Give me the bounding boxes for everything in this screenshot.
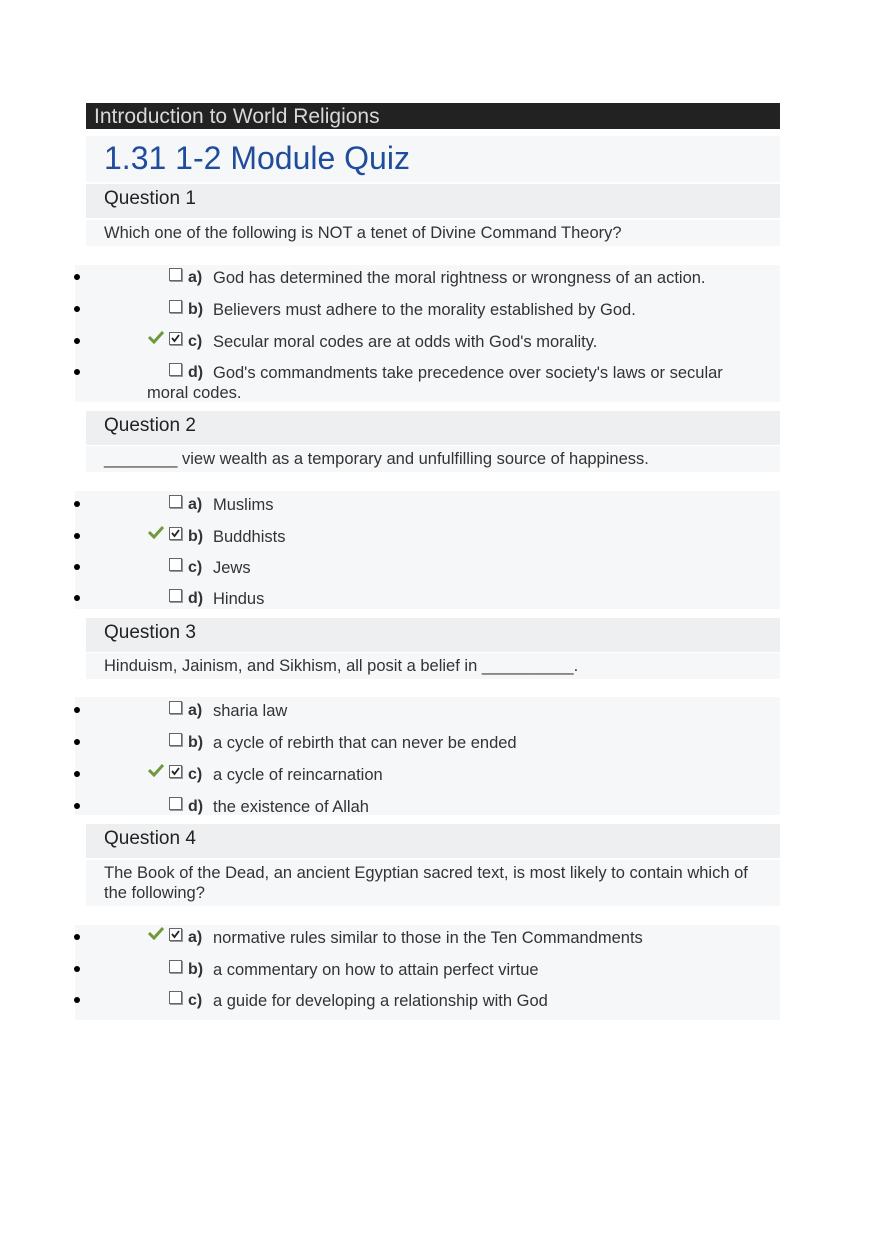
option-1d[interactable]: d) God's commandments take precedence over society's laws or secular moral codes. <box>75 362 780 402</box>
option-text: sharia law <box>213 702 288 720</box>
option-text: Hindus <box>213 590 265 608</box>
bullet <box>74 306 80 312</box>
question-heading-4: Question 4 <box>86 824 780 858</box>
checkbox-unchecked[interactable] <box>169 589 182 602</box>
bullet <box>74 966 80 972</box>
question-options-4 <box>75 925 780 1020</box>
bullet <box>74 934 80 940</box>
bullet <box>74 369 80 375</box>
option-text: God's commandments take precedence over society's laws or secular moral codes. <box>147 364 723 402</box>
checkbox-unchecked[interactable] <box>169 733 182 746</box>
checkbox-unchecked[interactable] <box>169 558 182 571</box>
quiz-title: 1.31 1-2 Module Quiz <box>104 140 410 176</box>
correct-check-icon <box>148 525 164 539</box>
option-text: a cycle of rebirth that can never be ended <box>213 734 517 752</box>
bullet <box>74 338 80 344</box>
bullet <box>74 771 80 777</box>
option-1a[interactable]: a) God has determined the moral rightness or wrongness of an action. <box>75 267 780 289</box>
question-text-3: Hinduism, Jainism, and Sikhism, all posit a belief in __________. <box>86 653 780 679</box>
question-options-2 <box>75 491 780 609</box>
bullet <box>74 997 80 1003</box>
course-title-bar <box>86 103 780 129</box>
option-2d[interactable]: d) Hindus <box>75 588 780 610</box>
option-text: Believers must adhere to the morality established by God. <box>213 301 636 319</box>
checkbox-unchecked[interactable] <box>169 701 182 714</box>
question-heading-1: Question 1 <box>86 184 780 218</box>
bullet <box>74 739 80 745</box>
option-2a[interactable]: a) Muslims <box>75 494 780 516</box>
option-3b[interactable]: b) a cycle of rebirth that can never be ended <box>75 732 780 754</box>
option-text: a commentary on how to attain perfect virtue <box>213 961 539 979</box>
checkbox-unchecked[interactable] <box>169 495 182 508</box>
bullet <box>74 564 80 570</box>
checkbox-checked[interactable] <box>169 765 182 778</box>
option-text: Secular moral codes are at odds with God's morality. <box>213 333 598 351</box>
option-text: normative rules similar to those in the Ten Commandments <box>213 929 643 947</box>
checkbox-checked[interactable] <box>169 527 182 540</box>
question-text-2: ________ view wealth as a temporary and unfulfilling source of happiness. <box>86 446 780 472</box>
option-text: Jews <box>213 559 251 577</box>
checkbox-unchecked[interactable] <box>169 991 182 1004</box>
option-text: a guide for developing a relationship with God <box>213 992 548 1010</box>
option-4a[interactable]: a) normative rules similar to those in the Ten Commandments <box>75 927 780 949</box>
option-text: Muslims <box>213 496 274 514</box>
course-title: Introduction to World Religions <box>94 105 380 128</box>
checkbox-unchecked[interactable] <box>169 268 182 281</box>
option-text: God has determined the moral rightness or wrongness of an action. <box>213 269 706 287</box>
option-3d[interactable]: d) the existence of Allah <box>75 796 780 818</box>
question-text-1: Which one of the following is NOT a tenet of Divine Command Theory? <box>86 220 780 246</box>
checkbox-checked[interactable] <box>169 928 182 941</box>
checkbox-unchecked[interactable] <box>169 797 182 810</box>
question-heading-3: Question 3 <box>86 618 780 652</box>
question-options-3 <box>75 697 780 815</box>
question-options-1 <box>75 265 780 402</box>
option-4c[interactable]: c) a guide for developing a relationship with God <box>75 990 780 1012</box>
bullet <box>74 595 80 601</box>
bullet <box>74 533 80 539</box>
bullet <box>74 803 80 809</box>
bullet <box>74 274 80 280</box>
correct-check-icon <box>148 926 164 940</box>
option-3c[interactable]: c) a cycle of reincarnation <box>75 764 780 786</box>
question-heading-2: Question 2 <box>86 411 780 445</box>
option-2b[interactable]: b) Buddhists <box>75 526 780 548</box>
quiz-title-panel <box>86 136 780 182</box>
option-1c[interactable]: c) Secular moral codes are at odds with God's morality. <box>75 331 780 353</box>
option-1b[interactable]: b) Believers must adhere to the morality established by God. <box>75 299 780 321</box>
correct-check-icon <box>148 330 164 344</box>
checkbox-unchecked[interactable] <box>169 960 182 973</box>
option-text: a cycle of reincarnation <box>213 766 383 784</box>
correct-check-icon <box>148 763 164 777</box>
option-text: the existence of Allah <box>213 798 369 816</box>
checkbox-unchecked[interactable] <box>169 300 182 313</box>
option-4b[interactable]: b) a commentary on how to attain perfect virtue <box>75 959 780 981</box>
option-text: Buddhists <box>213 528 286 546</box>
checkbox-checked[interactable] <box>169 332 182 345</box>
bullet <box>74 707 80 713</box>
bullet <box>74 501 80 507</box>
question-text-4: The Book of the Dead, an ancient Egyptian sacred text, is most likely to contain which of the following? <box>86 860 780 906</box>
option-3a[interactable]: a) sharia law <box>75 700 780 722</box>
option-2c[interactable]: c) Jews <box>75 557 780 579</box>
